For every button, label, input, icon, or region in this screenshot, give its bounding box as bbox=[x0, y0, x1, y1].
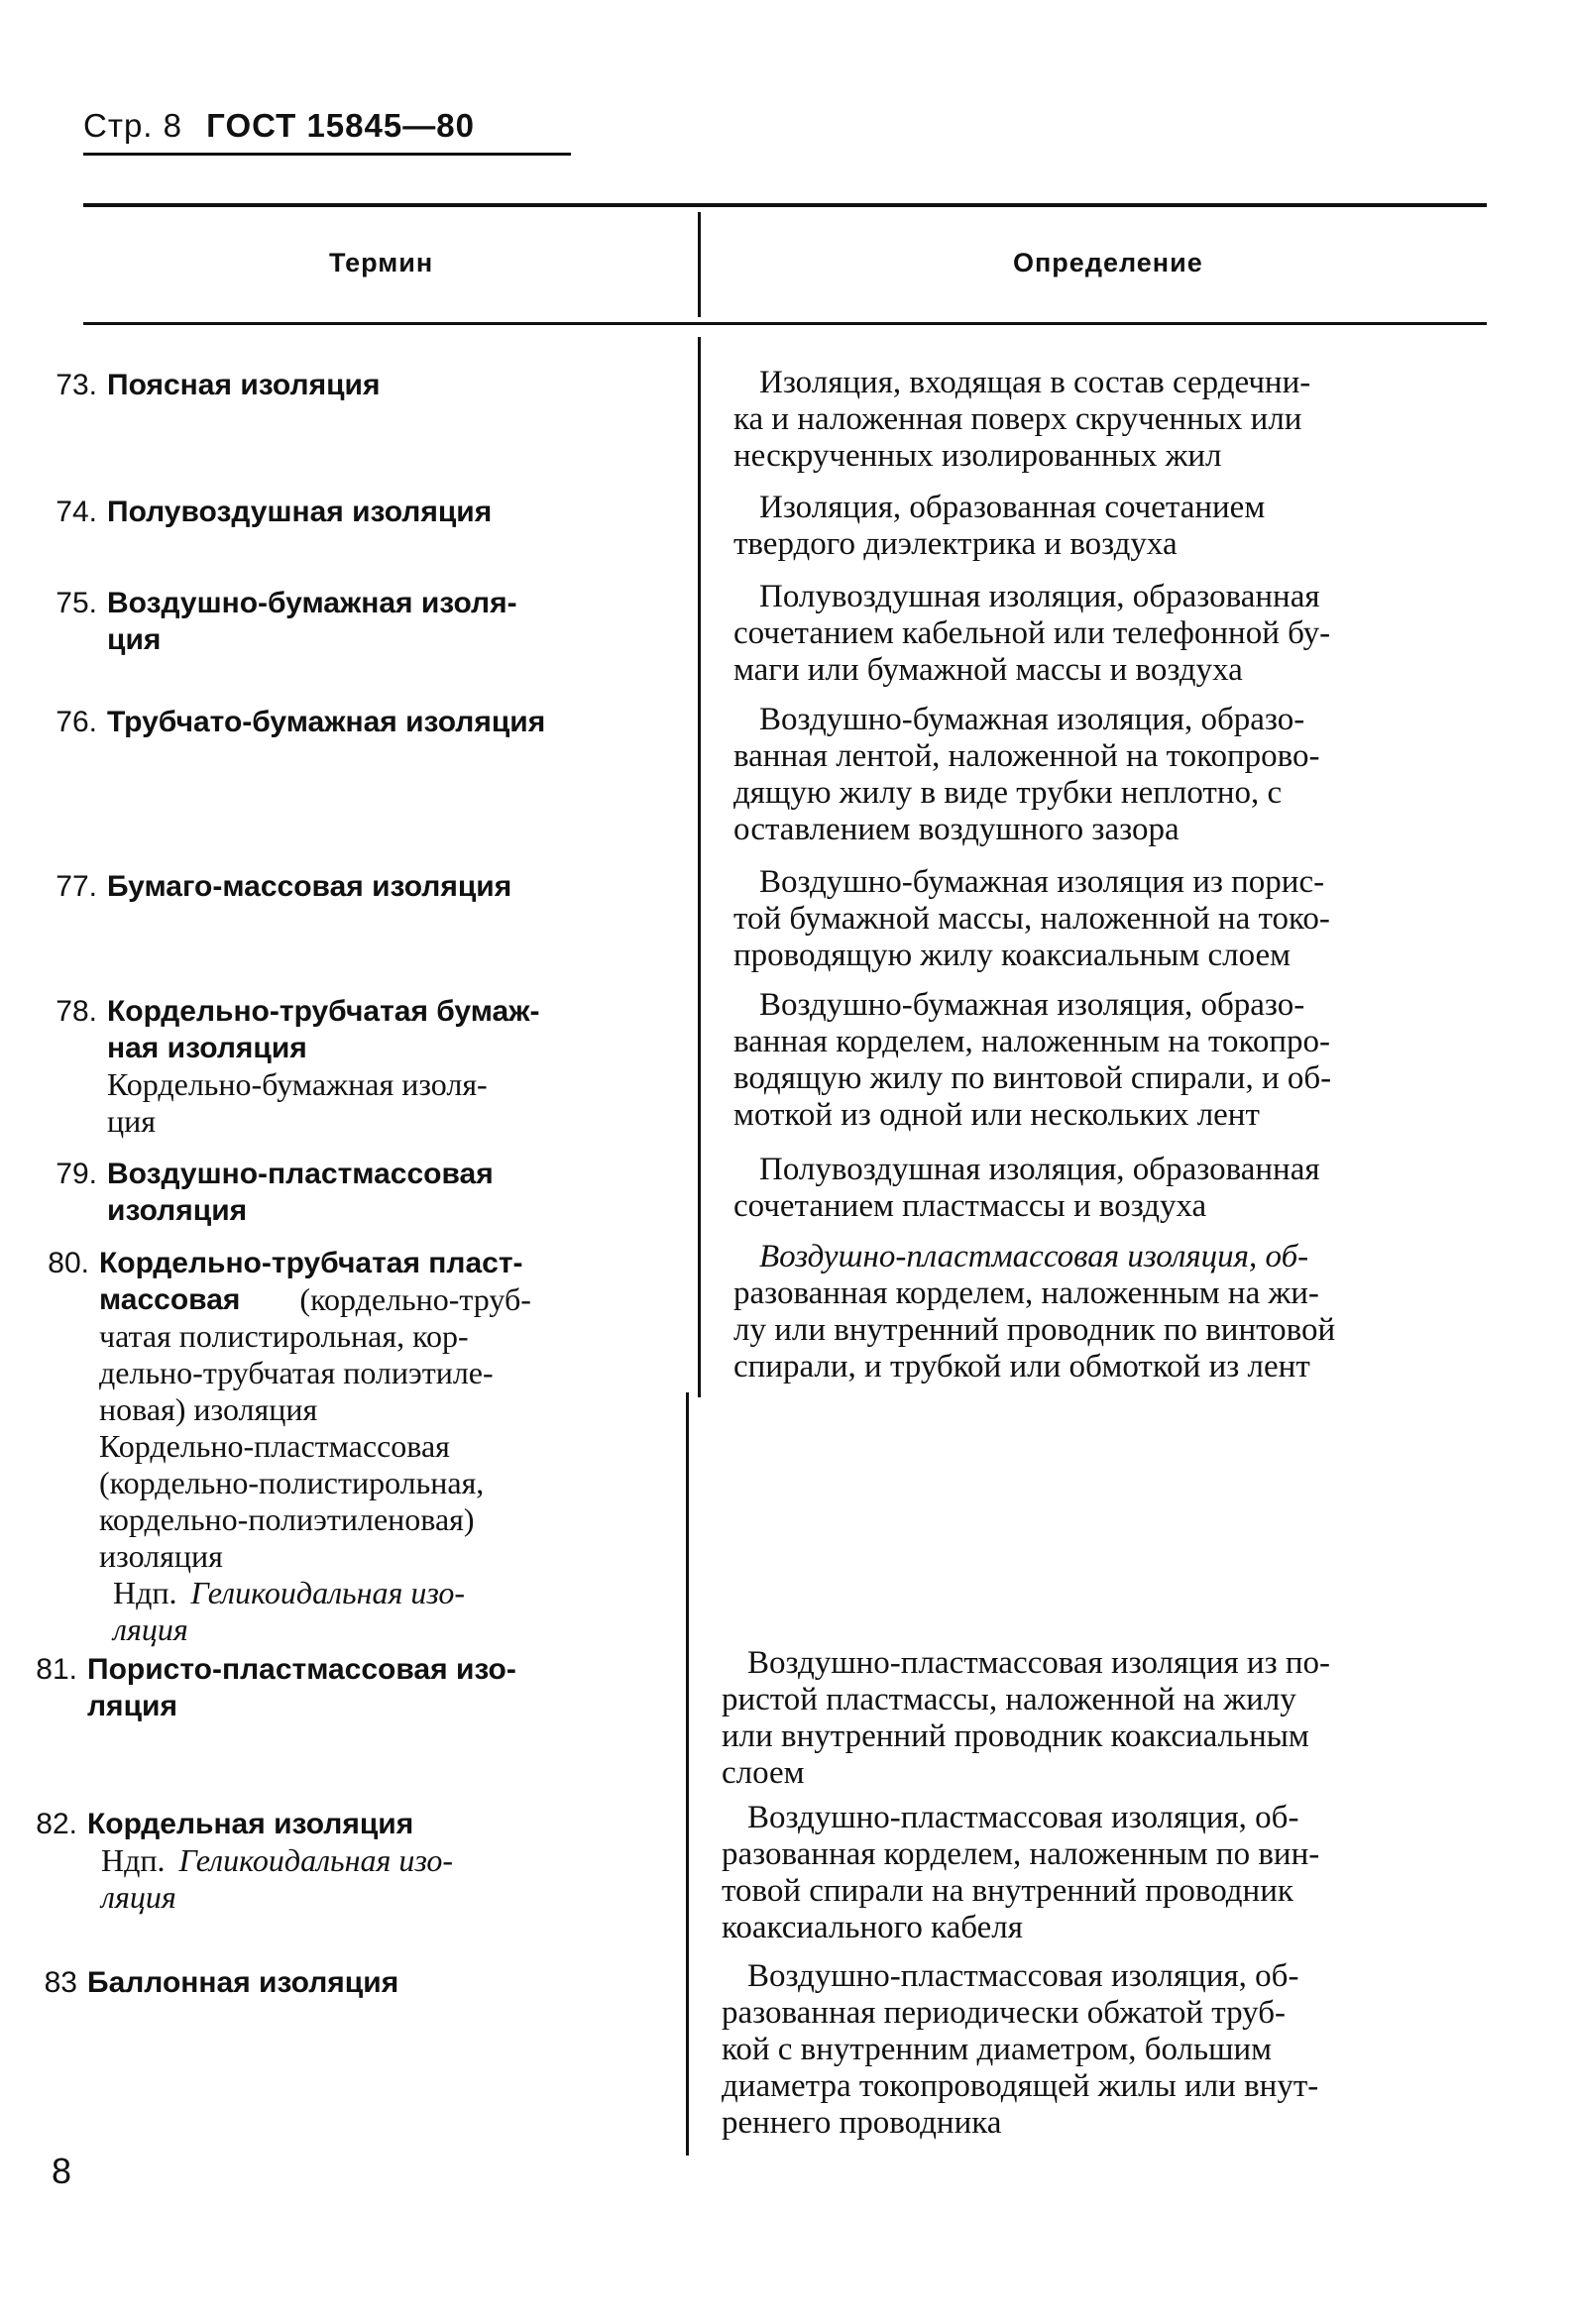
definition-line: моткой из одной или нескольких лент bbox=[733, 1097, 1260, 1133]
column-divider-lower bbox=[686, 1392, 689, 2156]
standard-number: ГОСТ 15845—80 bbox=[206, 107, 475, 144]
term-text: Кордельно-трубчатая бумаж- bbox=[107, 995, 540, 1028]
synonym-text: (кордельно-полистирольная, bbox=[99, 1465, 485, 1500]
definition-82 bbox=[722, 1800, 1455, 1946]
definition-73 bbox=[733, 365, 1467, 475]
definition-77 bbox=[733, 864, 1467, 974]
synonym-text: Кордельно-бумажная изоля- bbox=[107, 1066, 488, 1102]
not-recommended-term: Геликоидальная изо- bbox=[178, 1842, 454, 1878]
definition-line: разованная корделем, наложенным на жи- bbox=[733, 1275, 1319, 1311]
table-top-rule bbox=[83, 203, 1487, 207]
term-text-continued: новая) изоляция bbox=[99, 1391, 318, 1427]
column-header-definition: Определение bbox=[1013, 248, 1203, 277]
page-header bbox=[83, 107, 475, 145]
definition-line: маги или бумажной массы и воздуха bbox=[733, 652, 1243, 688]
term-text: Трубчато-бумажная изоляция bbox=[107, 706, 546, 738]
term-number: 77. bbox=[56, 870, 97, 903]
definition-line: твердого диэлектрика и воздуха bbox=[733, 526, 1178, 562]
synonym-text: изоляция bbox=[99, 1538, 223, 1574]
term-text: Бумаго-массовая изоляция bbox=[107, 870, 512, 903]
term-entry-74 bbox=[30, 494, 634, 530]
term-text: Воздушно-пластмассовая bbox=[107, 1158, 494, 1190]
definition-line: той бумажной массы, наложенной на токо- bbox=[733, 901, 1330, 937]
definition-79 bbox=[733, 1152, 1467, 1225]
definition-line: разованная корделем, наложенным по вин- bbox=[722, 1836, 1320, 1872]
term-text: ляция bbox=[87, 1690, 177, 1722]
definition-81 bbox=[722, 1645, 1455, 1792]
term-entry-82 bbox=[10, 1806, 615, 1916]
definition-line: Воздушно-бумажная изоляция из порис- bbox=[759, 864, 1325, 900]
definition-line: Воздушно-бумажная изоляция, образо- bbox=[759, 987, 1305, 1023]
definition-line: Воздушно-бумажная изоляция, образо- bbox=[759, 702, 1305, 737]
definition-83 bbox=[722, 1958, 1455, 2142]
term-entry-78 bbox=[30, 993, 634, 1140]
term-entry-80 bbox=[22, 1245, 626, 1648]
definition-80 bbox=[733, 1239, 1467, 1385]
definition-line: Воздушно-пластмассовая изоляция, об- bbox=[747, 1800, 1299, 1835]
definition-line: реннего проводника bbox=[722, 2105, 1002, 2141]
not-recommended-term: Геликоидальная изо- bbox=[190, 1575, 466, 1610]
term-text: Баллонная изоляция bbox=[87, 1966, 399, 1999]
page-label: Стр. 8 bbox=[83, 107, 182, 144]
definition-76 bbox=[733, 702, 1467, 848]
term-entry-77 bbox=[30, 868, 634, 905]
definition-line: или внутренний проводник коаксиальным bbox=[722, 1718, 1309, 1754]
table-header-rule bbox=[83, 322, 1487, 325]
definition-line: Воздушно-пластмассовая изоляция из по- bbox=[747, 1645, 1331, 1681]
definition-line: ванная корделем, наложенным на токопро- bbox=[733, 1024, 1330, 1059]
term-entry-83 bbox=[10, 1964, 615, 2001]
column-divider-upper bbox=[698, 337, 701, 1397]
term-entry-75 bbox=[30, 585, 634, 658]
not-recommended-term: ляция bbox=[101, 1879, 176, 1915]
term-entry-76 bbox=[30, 704, 634, 740]
term-text-continued: (кордельно-труб- bbox=[299, 1281, 531, 1317]
definition-line: лу или внутренний проводник по винтовой bbox=[733, 1312, 1336, 1348]
term-number: 76. bbox=[56, 706, 97, 738]
not-recommended-prefix: Ндп. bbox=[101, 1842, 166, 1878]
definition-line: коаксиального кабеля bbox=[722, 1910, 1023, 1945]
definition-line: оставлением воздушного зазора bbox=[733, 812, 1180, 847]
definition-line: Изоляция, образованная сочетанием bbox=[759, 490, 1266, 525]
term-number: 79. bbox=[56, 1158, 97, 1190]
definition-line: кой с внутренним диаметром, большим bbox=[722, 2032, 1273, 2067]
term-entry-79 bbox=[30, 1156, 634, 1229]
definition-line: слоем bbox=[722, 1755, 805, 1791]
term-number: 80. bbox=[48, 1247, 89, 1279]
definition-line: спирали, и трубкой или обмоткой из лент bbox=[733, 1349, 1310, 1384]
header-underline bbox=[83, 153, 571, 156]
definition-line: диаметра токопроводящей жилы или внут- bbox=[722, 2068, 1319, 2104]
definition-78 bbox=[733, 987, 1467, 1134]
term-number: 83 bbox=[44, 1966, 77, 1999]
term-number: 73. bbox=[56, 369, 97, 401]
term-text: Кордельная изоляция bbox=[87, 1808, 414, 1840]
term-text: Поясная изоляция bbox=[107, 369, 381, 401]
term-number: 74. bbox=[56, 496, 97, 528]
definition-line: ка и наложенная поверх скрученных или bbox=[733, 401, 1302, 437]
definition-74 bbox=[733, 490, 1467, 563]
not-recommended-prefix: Ндп. bbox=[113, 1575, 177, 1610]
term-text: ная изоляция bbox=[107, 1032, 307, 1064]
term-text: массовая bbox=[99, 1283, 241, 1316]
page-number: 8 bbox=[52, 2151, 72, 2191]
term-text: Кордельно-трубчатая пласт- bbox=[99, 1247, 523, 1279]
term-text: Воздушно-бумажная изоля- bbox=[107, 587, 517, 619]
term-number: 75. bbox=[56, 587, 97, 619]
definition-line: водящую жилу по винтовой спирали, и об- bbox=[733, 1060, 1332, 1096]
definition-line: товой спирали на внутренний проводник bbox=[722, 1873, 1293, 1909]
not-recommended-term: ляция bbox=[113, 1611, 188, 1647]
term-text: Пористо-пластмассовая изо- bbox=[87, 1653, 516, 1686]
definition-line: ристой пластмассы, наложенной на жилу bbox=[722, 1682, 1296, 1717]
term-text-continued: дельно-трубчатая полиэтиле- bbox=[99, 1355, 494, 1390]
term-text: ция bbox=[107, 623, 162, 656]
definition-line: Воздушно-пластмассовая изоляция, об- bbox=[747, 1958, 1299, 1994]
synonym-text: кордельно-полиэтиленовая) bbox=[99, 1501, 475, 1537]
definition-75 bbox=[733, 579, 1467, 689]
definition-line: сочетанием кабельной или телефонной бу- bbox=[733, 615, 1331, 651]
definition-line: Воздушно-пластмассовая изоляция, об- bbox=[759, 1239, 1309, 1274]
synonym-text: Кордельно-пластмассовая bbox=[99, 1428, 450, 1464]
definition-line: дящую жилу в виде трубки неплотно, с bbox=[733, 775, 1283, 811]
definition-line: Полувоздушная изоляция, образованная bbox=[759, 579, 1320, 614]
term-text-continued: чатая полистирольная, кор- bbox=[99, 1318, 469, 1354]
definition-line: ванная лентой, наложенной на токопрово- bbox=[733, 738, 1320, 774]
column-header-term: Термин bbox=[329, 248, 434, 277]
table-header-divider bbox=[698, 212, 701, 317]
definition-line: проводящую жилу коаксиальным слоем bbox=[733, 938, 1292, 973]
definition-line: разованная периодически обжатой труб- bbox=[722, 1995, 1286, 2031]
definition-line: Полувоздушная изоляция, образованная bbox=[759, 1152, 1320, 1187]
definition-line: сочетанием пластмассы и воздуха bbox=[733, 1188, 1207, 1224]
definition-line: нескрученных изолированных жил bbox=[733, 438, 1222, 474]
term-text: изоляция bbox=[107, 1194, 248, 1227]
term-entry-81 bbox=[10, 1651, 615, 1724]
synonym-text: ция bbox=[107, 1103, 156, 1139]
term-number: 81. bbox=[36, 1653, 77, 1686]
term-number: 78. bbox=[56, 995, 97, 1028]
term-entry-73 bbox=[30, 367, 634, 403]
definition-line: Изоляция, входящая в состав сердечни- bbox=[759, 365, 1311, 400]
term-number: 82. bbox=[36, 1808, 77, 1840]
term-text: Полувоздушная изоляция bbox=[107, 496, 493, 528]
